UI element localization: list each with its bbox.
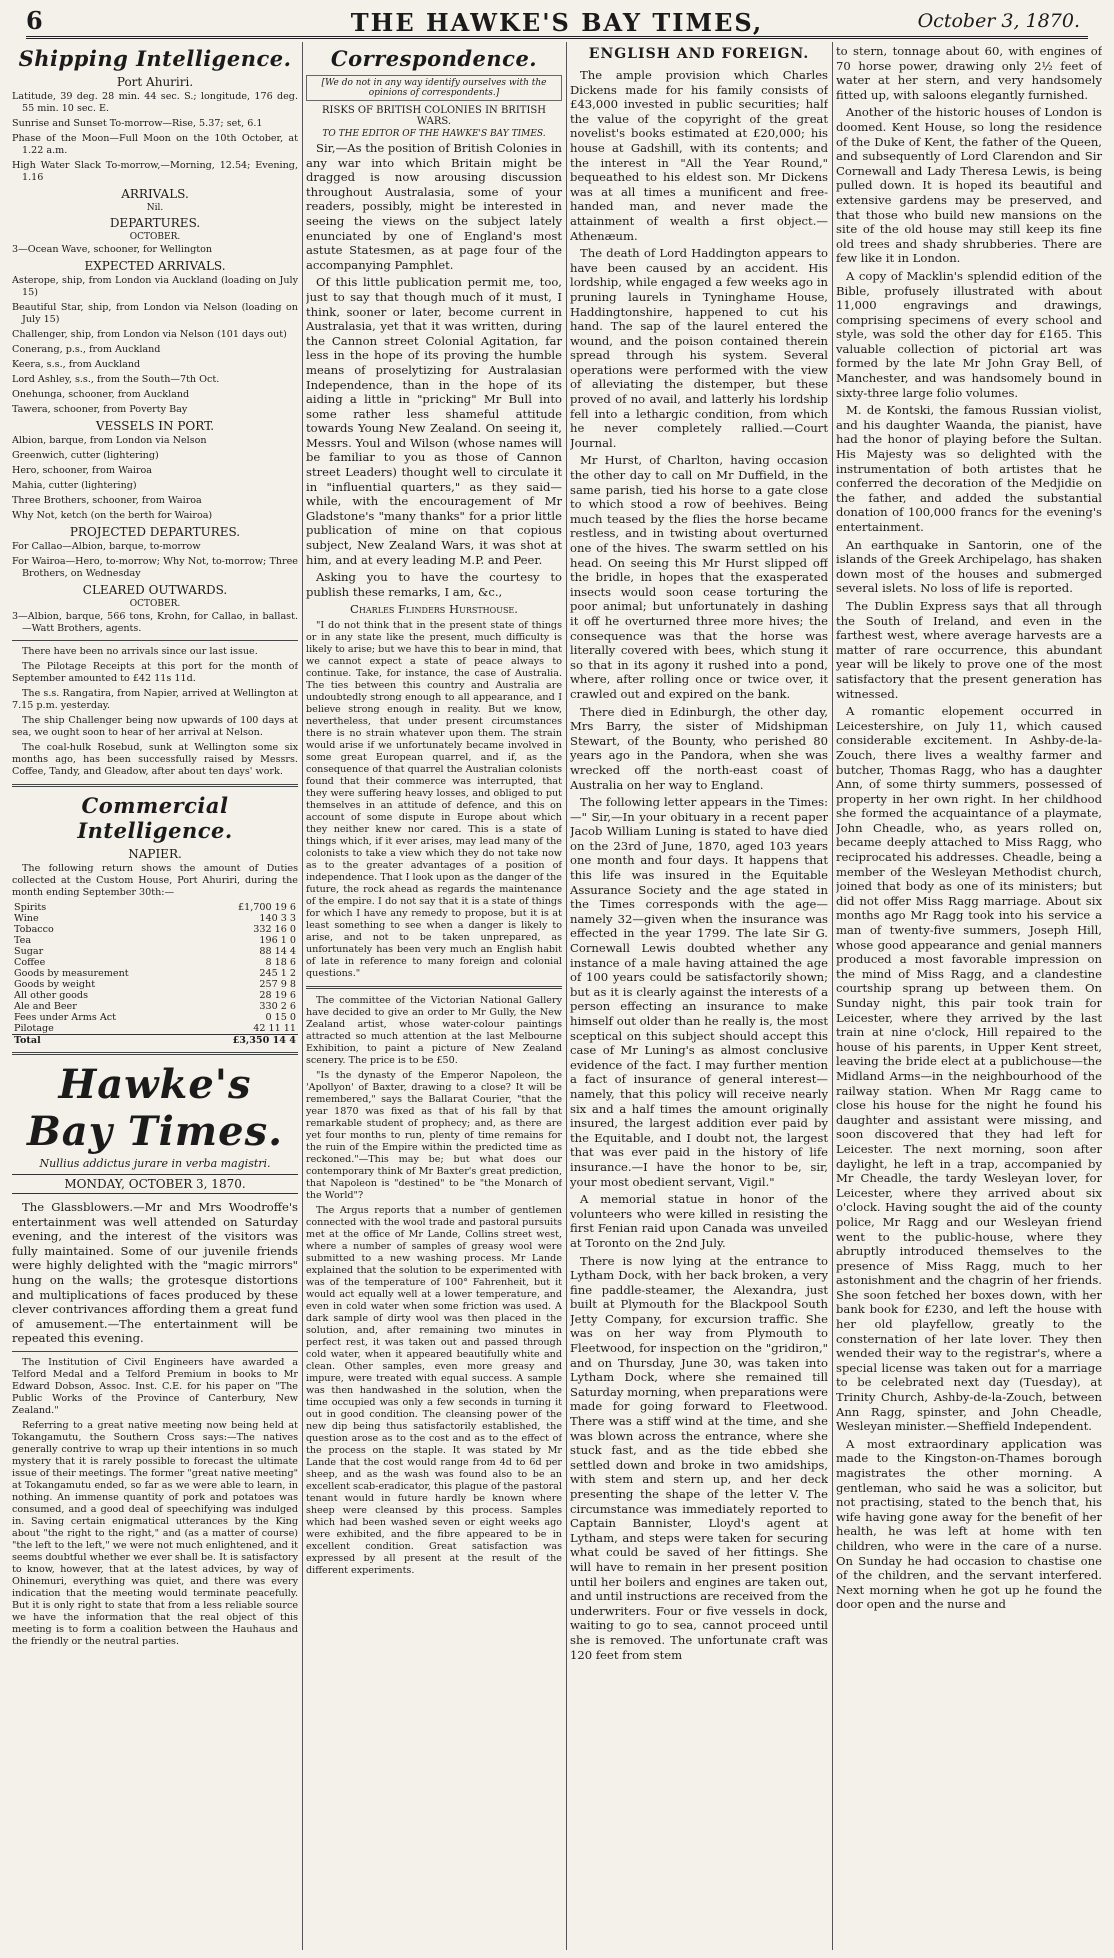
letter-signature: Charles Flinders Hursthouse.	[350, 602, 518, 617]
letter-title: RISKS OF BRITISH COLONIES IN BRITISH WARS.	[322, 105, 546, 127]
port-info-line: High Water Slack To-morrow,—Morning, 12.54; Evening, 1.16	[12, 160, 298, 183]
expected-item: Keera, s.s., from Auckland	[12, 359, 141, 370]
duties-amount: 8 18 6	[265, 957, 296, 968]
news-item: The Dublin Express says that all through the South of Ireland, and even in the farthest west, where average harvests are a matter of rare occurrence, this abundant year will be likely to prove one of the most satisfactory that the present generation has witnessed.	[836, 598, 1102, 701]
correspondence-heading: Correspondence.	[330, 46, 538, 71]
vessels-heading: VESSELS IN PORT.	[95, 419, 215, 433]
vessel-item: Mahia, cutter (lightering)	[12, 480, 137, 491]
duties-row	[12, 990, 298, 1001]
arrivals-nil: Nil.	[146, 203, 164, 213]
article-paragraph: The Glassblowers.—Mr and Mrs Woodroffe's entertainment was well attended on Saturday evening, and the interest of the visitors was fully maintained. Some of our juvenile friends were highly delighted with the "magic mirrors" hung on the walls; the grotesque distortions and multiplications of faces produced by these clever contrivances affording them a great fund of amusement.—The entertainment will be repeated this evening.	[12, 1200, 298, 1346]
duties-item: Pilotage	[14, 1023, 54, 1034]
duties-item: Goods by weight	[14, 979, 96, 990]
divider	[12, 784, 298, 787]
vessel-item: Albion, barque, from London via Nelson	[12, 435, 207, 446]
duties-total-label: Total	[12, 1035, 194, 1047]
duties-amount: 245 1 2	[259, 968, 296, 979]
divider	[306, 986, 562, 989]
news-item: "Is the dynasty of the Emperor Napoleon, the 'Apollyon' of Baxter, drawing to a close? It will be remembered," says the Ballarat Courier, "that the year 1870 was fixed as that of his fall by that remarkable student of prophecy; and, as there are yet four months to run, plenty of time remains for the ruin of the Empire within the predicted time as reckoned."—This may be; but what does our contemporary think of Mr Baxter's great prediction, that Napoleon is "destined" to be "the Monarch of the World"?	[306, 1070, 562, 1201]
letter-quote: "I do not think that in the present state of things or in any state like the present, much difficulty is likely to arise; but we have this to bear in mind, that we cannot expect a state of peace always to continue. Take, for instance, the case of Australia. The ties between this country and Australia are undoubtedly strong enough to all appearance, and I believe strong enough in reality. But we know, nevertheless, that under present circumstances there is no strain whatever upon them. The strain would arise if we unfortunately became involved in some great European quarrel, and if, as the consequence of that quarrel the Australian colonists found that their commerce was interrupted, that they were suffering heavy losses, and obliged to put themselves in an attitude of defence, and this on account of some dispute in Europe about which they neither knew nor cared. This is a state of things which, if it ever arises, may lead many of the colonists to take a view which they do not take now as to the greater advantages of a position of independence. That I look upon as the danger of the future, the rock ahead as regards the maintenance of the empire. I do not say that it is a state of things for which I have any remedy to propose, but it is at least something to see when a danger is likely to arise, and not to be taken unprepared, as unfortunately has been very much an English habit of late in reference to many foreign and colonial questions."	[306, 620, 562, 979]
issue-date: October 3, 1870.	[917, 10, 1080, 32]
news-item: There died in Edinburgh, the other day, Mrs Barry, the sister of Midshipman Stewart, of the Bounty, who perished 80 years ago in the Pandora, when she was wrecked off the north-east coast of Australia on her way to England.	[570, 704, 828, 792]
duties-item: Tea	[14, 935, 32, 946]
duties-amount: 42 11 11	[253, 1023, 296, 1034]
article-paragraph: The Institution of Civil Engineers have awarded a Telford Medal and a Telford Premium in books to Mr Edward Dobson, Assoc. Inst. C.E. for his paper on "The Public Works of the Province of Canterbury, New Zealand."	[12, 1356, 298, 1416]
duties-row	[12, 935, 298, 946]
news-item: An earthquake in Santorin, one of the islands of the Greek Archipelago, has shaken down most of the houses and submerged several islets. No loss of life is reported.	[836, 537, 1102, 596]
duties-row	[12, 957, 298, 968]
duties-intro: The following return shows the amount of Duties collected at the Custom House, Port Ahuriri, during the month ending September 30th:—	[12, 863, 298, 898]
napier-heading: NAPIER.	[128, 847, 182, 861]
duties-row	[12, 979, 298, 990]
news-item: The following letter appears in the Times:—" Sir,—In your obituary in a recent paper Jacob William Luning is stated to have died on the 23rd of June, 1870, aged 103 years one month and four days. It happens that this life was insured in the Equitable Assurance Society and the age stated in the Times corresponds with the age—namely 32—given when the insurance was effected in the year 1799. The late Sir G. Cornewall Lewis doubted whether any instance of a male having attained the age of 100 years could be satisfactorily shown; but as it is clearly against the interests of a person effecting an insurance to make himself out older than he really is, the most sceptical on this subject should accept this case of Mr Luning's as almost conclusive evidence of the fact. I may further mention a fact of insurance of general interest—namely, that this policy will receive nearly six and a half times the amount originally insured, the largest addition ever paid by the Equitable, and I doubt not, the largest that was ever paid in the history of life insurance.—I have the honor to be, sir, your most obedient servant, Vigil."	[570, 795, 828, 1189]
news-item: M. de Kontski, the famous Russian violist, and his daughter Waanda, the pianist, have had the honor of playing before the Sultan. His Majesty was so delighted with the instrumentation of both artistes that he conferred the decoration of the Medjidie on the father, and added the substantial donation of 100,000 francs for the evening's entertainment.	[836, 403, 1102, 534]
duties-item: Tobacco	[14, 924, 54, 935]
shipping-note: The Pilotage Receipts at this port for the month of September amounted to £42 11s 11d.	[12, 661, 298, 684]
duties-total-row	[12, 1035, 298, 1047]
news-item: A most extraordinary application was made to the Kingston-on-Thames borough magistrates the other morning. A gentleman, who said he was a solicitor, but not practising, stated to the bench that, his wife having gone away for the benefit of her health, he was left at home with ten children, who were in the care of a nurse. On Sunday he had occasion to chastise one of the children, and the servant interfered. Next morning when he got up he found the door open and the nurse and	[836, 1436, 1102, 1612]
article-paragraph: Referring to a great native meeting now being held at Tokangamutu, the Southern Cross says:—The natives generally contrive to wrap up their intentions in so much mystery that it is rarely possible to forecast the ultimate issue of their meetings. The former "great native meeting" at Tokangamutu ended, so far as we were able to learn, in nothing. An immense quantity of pork and potatoes was consumed, and a good deal of speechifying was indulged in. Saving certain enigmatical utterances by the King about "the right to the right," and (as a matter of course) "the left to the left," we were not much enlightened, and it seems doubtful whether we ever shall be. It is satisfactory to know, however, that at the latest advices, by way of Ohinemuri, everything was quiet, and there was every indication that the meeting would terminate peacefully. But it is only right to state that from a less reliable source we have the information that the real object of this meeting is to form a coalition between the Hauhaus and the friendly or the neutral parties.	[12, 1419, 298, 1647]
letter-paragraph: Sir,—As the position of British Colonies in any war into which Britain might be dragged is now arousing discussion throughout Australasia, some of your readers, possibly, might be interested in seeing the views on the subject lately enunciated by one of England's most astute Statesmen, as at page four of the accompanying Pamphlet.	[306, 141, 562, 272]
letter-addressee: TO THE EDITOR OF THE HAWKE'S BAY TIMES.	[322, 129, 546, 139]
expected-item: Onehunga, schooner, from Auckland	[12, 389, 190, 400]
projected-item: For Callao—Albion, barque, to-morrow	[12, 541, 201, 552]
news-item: to stern, tonnage about 60, with engines of 70 horse power, drawing only 2½ feet of water at her stern, and very handsomely fitted up, with saloons elegantly furnished.	[836, 44, 1102, 102]
duties-item: Wine	[14, 913, 39, 924]
vessel-item: Three Brothers, schooner, from Wairoa	[12, 495, 202, 506]
vessel-item: Hero, schooner, from Wairoa	[12, 465, 152, 476]
expected-item: Beautiful Star, ship, from London via Nelson (loading on July 15)	[12, 302, 298, 325]
column-rule	[302, 42, 303, 1950]
divider	[12, 1052, 298, 1055]
divider	[12, 640, 298, 641]
column-correspondence	[306, 44, 562, 1950]
news-item: Mr Hurst, of Charlton, having occasion the other day to call on Mr Duffield, in the same parish, tied his horse to a gate close to which stood a row of beehives. Being much teased by the flies the horse became restless, and in twisting about overturned one of the hives. The swarm settled on his head. On seeing this Mr Hurst slipped off the bridle, in hopes that the exasperated insects would soon cease torturing the poor animal; but unfortunately in dashing it off he overturned three more hives; the consequence was that the horse was literally covered with bees, which stung it so that in its agony it rushed into a pond, where, after rolling once or twice over, it crawled out and expired on the bank.	[570, 453, 828, 701]
duties-row	[12, 1023, 298, 1035]
shipping-note: The s.s. Rangatira, from Napier, arrived at Wellington at 7.15 p.m. yesterday.	[12, 688, 298, 711]
duties-amount: 140 3 3	[259, 913, 296, 924]
masthead-motto: Nullius addictus jurare in verba magistri.	[39, 1157, 271, 1170]
shipping-heading: Shipping Intelligence.	[18, 46, 292, 71]
duties-row	[12, 946, 298, 957]
english-foreign-heading: ENGLISH AND FOREIGN.	[588, 46, 810, 62]
duties-amount: 330 2 6	[259, 1001, 296, 1012]
duties-total-amount: £3,350 14 4	[194, 1035, 298, 1047]
port-info-line: Phase of the Moon—Full Moon on the 10th October, at 1.22 a.m.	[12, 133, 298, 156]
cleared-item: 3—Albion, barque, 566 tons, Krohn, for Callao, in ballast.—Watt Brothers, agents.	[12, 611, 298, 634]
shipping-note: The ship Challenger being now upwards of 100 days at sea, we ought soon to hear of her arrival at Nelson.	[12, 715, 298, 738]
cleared-heading: CLEARED OUTWARDS.	[82, 583, 228, 597]
news-item: The Argus reports that a number of gentlemen connected with the wool trade and pastoral pursuits met at the office of Mr Lande, Collins street west, where a number of samples of greasy wool were submitted to a new washing process. Mr Lande explained that the solution to be experimented with was of the temperature of 100° Fahrenheit, but it would act equally well at a lower temperature, and even in cold water when some friction was used. A dark sample of dirty wool was then placed in the solution, and, after remaining two minutes in perfect rest, it was taken out and passed through cold water, when it appeared beautifully white and clean. Other samples, even more greasy and impure, were treated with equal success. A sample was then handwashed in the solution, when the time occupied was only a few seconds in turning it out in good condition. The cleansing power of the new dip being thus satisfactorily established, the question arose as to the cost and as to the effect of the process on the staple. It was stated by Mr Lande that the cost would range from 4d to 6d per sheep, and as the wash was found also to be an excellent scab-eradicator, this plague of the pastoral tenant would in future hardly be known where sheep were cleansed by this process. Samples which had been washed seven or eight weeks ago were exhibited, and the fibre appeared to be in excellent condition. Great satisfaction was expressed by all present at the result of the different experiments.	[306, 1205, 562, 1576]
duties-amount: 88 14 4	[259, 946, 296, 957]
duties-row	[12, 913, 298, 924]
divider	[12, 1351, 298, 1352]
news-item: There is now lying at the entrance to Lytham Dock, with her back broken, a very fine paddle-steamer, the Alexandra, just built at Plymouth for the Blackpool South Jetty Company, for excursion traffic. She was on her way from Plymouth to Fleetwood, for inspection on the "gridiron," and on Thursday, June 30, was taken into Lytham Dock, where she remained till Saturday morning, when preparations were made for going forward to Fleetwood. There was a stiff wind at the time, and she was blown across the entrance, where she stuck fast, and as the tide ebbed she settled down and broke in two amidships, with stem and stern up, and her deck presenting the shape of the letter V. The circumstance was immediately reported to Captain Bannister, Lloyd's agent at Lytham, and steps were taken for securing what could be saved of her fittings. She will have to remain in her present position until her boilers and engines are taken out, and until instructions are received from the underwriters. Four or five vessels in dock, waiting to go to sea, cannot proceed until she is removed. The unfortunate craft was 120 feet from stem	[570, 1253, 828, 1662]
shipping-note: The coal-hulk Rosebud, sunk at Wellington some six months ago, has been successfully raised by Messrs. Coffee, Tandy, and Gleadow, after about ten days' work.	[12, 742, 298, 777]
expected-item: Conerang, p.s., from Auckland	[12, 344, 161, 355]
departures-month: OCTOBER.	[129, 232, 181, 242]
expected-heading: EXPECTED ARRIVALS.	[84, 259, 226, 273]
page-header	[26, 6, 1088, 39]
page-number: 6	[26, 6, 43, 35]
newspaper-title: THE HAWKE'S BAY TIMES,	[350, 8, 764, 37]
shipping-note: There have been no arrivals since our last issue.	[22, 646, 258, 657]
duties-item: Spirits	[14, 902, 47, 913]
duties-item: Fees under Arms Act	[14, 1012, 117, 1023]
duties-item: All other goods	[14, 990, 88, 1001]
duties-item: Coffee	[14, 957, 46, 968]
duties-amount: 257 9 8	[259, 979, 296, 990]
column-shipping	[12, 44, 298, 1950]
masthead-dateline: MONDAY, OCTOBER 3, 1870.	[12, 1174, 298, 1194]
column-rule	[566, 42, 567, 1950]
duties-item: Sugar	[14, 946, 44, 957]
column-rule	[832, 42, 833, 1950]
port-info-line: Latitude, 39 deg. 28 min. 44 sec. S.; longitude, 176 deg. 55 min. 10 sec. E.	[12, 91, 298, 114]
commercial-heading: Commercial Intelligence.	[77, 793, 233, 843]
duties-amount: 0 15 0	[265, 1012, 296, 1023]
column-english-foreign	[570, 44, 828, 1950]
news-item: The ample provision which Charles Dickens made for his family consists of £43,000 invested in public securities; half the value of the copyright of the great novelist's books estimated at £20,000; his house at Gadshill, with its contents; and the interest in "All the Year Round," bequeathed to his eldest son. Mr Dickens was at all times a munificent and free-handed man, and never made the attainment of wealth a first object.—Athenæum.	[570, 68, 828, 243]
news-item: A memorial statue in honor of the volunteers who were killed in resisting the first Fenian raid upon Canada was unveiled at Toronto on the 2nd July.	[570, 1192, 828, 1250]
editorial-disclaimer: [We do not in any way identify ourselves with the opinions of correspondents.]	[306, 75, 562, 101]
departure-item: 3—Ocean Wave, schooner, for Wellington	[12, 244, 213, 255]
cleared-month: OCTOBER.	[129, 599, 181, 609]
duties-item: Ale and Beer	[14, 1001, 77, 1012]
column-continued	[836, 44, 1102, 1950]
expected-item: Lord Ashley, s.s., from the South—7th Oct.	[12, 374, 220, 385]
port-name: Port Ahuriri.	[116, 75, 194, 89]
duties-row	[12, 902, 298, 913]
departures-heading: DEPARTURES.	[109, 216, 201, 230]
expected-item: Asterope, ship, from London via Auckland (loading on July 15)	[12, 275, 298, 298]
letter-paragraph: Asking you to have the courtesy to publish these remarks, I am, &c.,	[306, 570, 562, 599]
duties-amount: 196 1 0	[259, 935, 296, 946]
duties-item: Goods by measurement	[14, 968, 129, 979]
letter-paragraph: Of this little publication permit me, too, just to say that though much of it must, I think, sooner or later, become current in Australasia, yet that it was written, during the Cannon street Colonial Agitation, far less in the hope of its proving the humble means of proselytizing for Australasian Independence, than in the hope of its aiding a little in "pricking" Mr Bull into some rather less shameful attitude towards Young New Zealand. On seeing it, Messrs. Youl and Wilson (whose names will be familiar to you as those of Cannon street Leaders) thought well to circulate it in "influential quarters," as they said—while, with the encouragement of Mr Gladstone's "many thanks" for a prior little publication of mine on that copious subject, New Zealand Wars, it was shot at him, and at every leading M.P. and Peer.	[306, 275, 562, 567]
port-info-line: Sunrise and Sunset To-morrow—Rise, 5.37; set, 6.1	[12, 118, 263, 129]
duties-table	[12, 902, 298, 1046]
arrivals-heading: ARRIVALS.	[121, 187, 189, 201]
duties-row	[12, 924, 298, 935]
news-item: The death of Lord Haddington appears to have been caused by an accident. His lordship, while engaged a few weeks ago in pruning laurels in Tyninghame House, Haddingtonshire, happened to cut his hand. The sap of the laurel entered the wound, and the poison contained therein spread through his system. Several operations were performed with the view of alleviating the distemper, but these proved of no avail, and latterly his lordship fell into a lethargic condition, from which he never completely rallied.—Court Journal.	[570, 246, 828, 450]
news-item: A romantic elopement occurred in Leicestershire, on July 11, which caused considerable excitement. In Ashby-de-la-Zouch, there lives a wealthy farmer and butcher, Thomas Ragg, who has a daughter Ann, of some thirty summers, possessed of property in her own right. In her childhood she formed the acquaintance of a playmate, John Cheadle, who, as years rolled on, became deeply attached to Miss Ragg, who reciprocated his addresses. Cheadle, being a member of the Wesleyan Methodist church, joined that body as one of its ministers; but did not offer Miss Ragg marriage. About six months ago Mr Ragg took into his service a man of twenty-five summers, Joseph Hill, whose good appearance and genial manners produced a most favorable impression on the mind of Miss Ragg, and a clandestine courtship sprang up between them. On Sunday night, this pair took train for Leicester, where they arrived by the last train at nine o'clock, Hill repaired to the house of his parents, in Upper Kent street, leaving the bride elect at a publichouse—the Midland Arms—in the neighbourhood of the railway station. When Mr Ragg came to close his house for the night he found his daughter and assistant were missing, and soon discovered that they had left for Leicester. The next morning, soon after daylight, he left in a trap, accompanied by Mr Cheadle, the tardy Wesleyan lover, for Leicester, where they arrived about six o'clock. Having sought the aid of the county police, Mr Ragg and our Wesleyan friend went to the public-house, where they abruptly introduced themselves to the presence of Miss Ragg, much to her astonishment and the chagrin of her friends. She soon fetched her boxes down, with her bank book for £230, and left the house with her old playfellow, greatly to the consternation of her late lover. They then wended their way to the registrar's, where a special license was taken out for a marriage to be celebrated next day (Tuesday), at Trinity Church, Ashby-de-la-Zouch, between Ann Ragg, spinster, and John Cheadle, Wesleyan minister.—Sheffield Independent.	[836, 704, 1102, 1434]
projected-heading: PROJECTED DEPARTURES.	[69, 525, 241, 539]
vessel-item: Why Not, ketch (on the berth for Wairoa)	[12, 510, 213, 521]
duties-row	[12, 1001, 298, 1012]
duties-row	[12, 968, 298, 979]
duties-amount: 332 16 0	[253, 924, 296, 935]
projected-item: For Wairoa—Hero, to-morrow; Why Not, to-morrow; Three Brothers, on Wednesday	[12, 556, 298, 579]
duties-amount: 28 19 6	[259, 990, 296, 1001]
news-item: A copy of Macklin's splendid edition of the Bible, profusely illustrated with about 11,000 engravings and drawings, comprising specimens of every school and style, was sold the other day for £165. This valuable collection of pictorial art was formed by the late Mr John Gray Bell, of Manchester, and was handsomely bound in sixty-three large folio volumes.	[836, 268, 1102, 400]
duties-amount: £1,700 19 6	[238, 902, 296, 913]
news-item: Another of the historic houses of London is doomed. Kent House, so long the residence of the Duke of Kent, the father of the Queen, and subsequently of Lord Clarendon and Sir Cornewall and Lady Theresa Lewis, is being pulled down. It is hoped its beautiful and extensive gardens may be preserved, and that those who build new mansions on the site of the old house may still keep its fine old trees and shady shrubberies. There are few like it in London.	[836, 105, 1102, 266]
news-item: The committee of the Victorian National Gallery have decided to give an order to Mr Gully, the New Zealand artist, whose water-colour paintings attracted so much attention at the last Melbourne Exhibition, to paint a picture of New Zealand scenery. The price is to be £50.	[306, 995, 562, 1066]
port-info	[12, 91, 298, 184]
duties-row	[12, 1012, 298, 1023]
vessel-item: Greenwich, cutter (lightering)	[12, 450, 159, 461]
expected-item: Tawera, schooner, from Poverty Bay	[12, 404, 188, 415]
masthead: Hawke's Bay Times.	[26, 1061, 284, 1155]
expected-item: Challenger, ship, from London via Nelson (101 days out)	[12, 329, 287, 340]
